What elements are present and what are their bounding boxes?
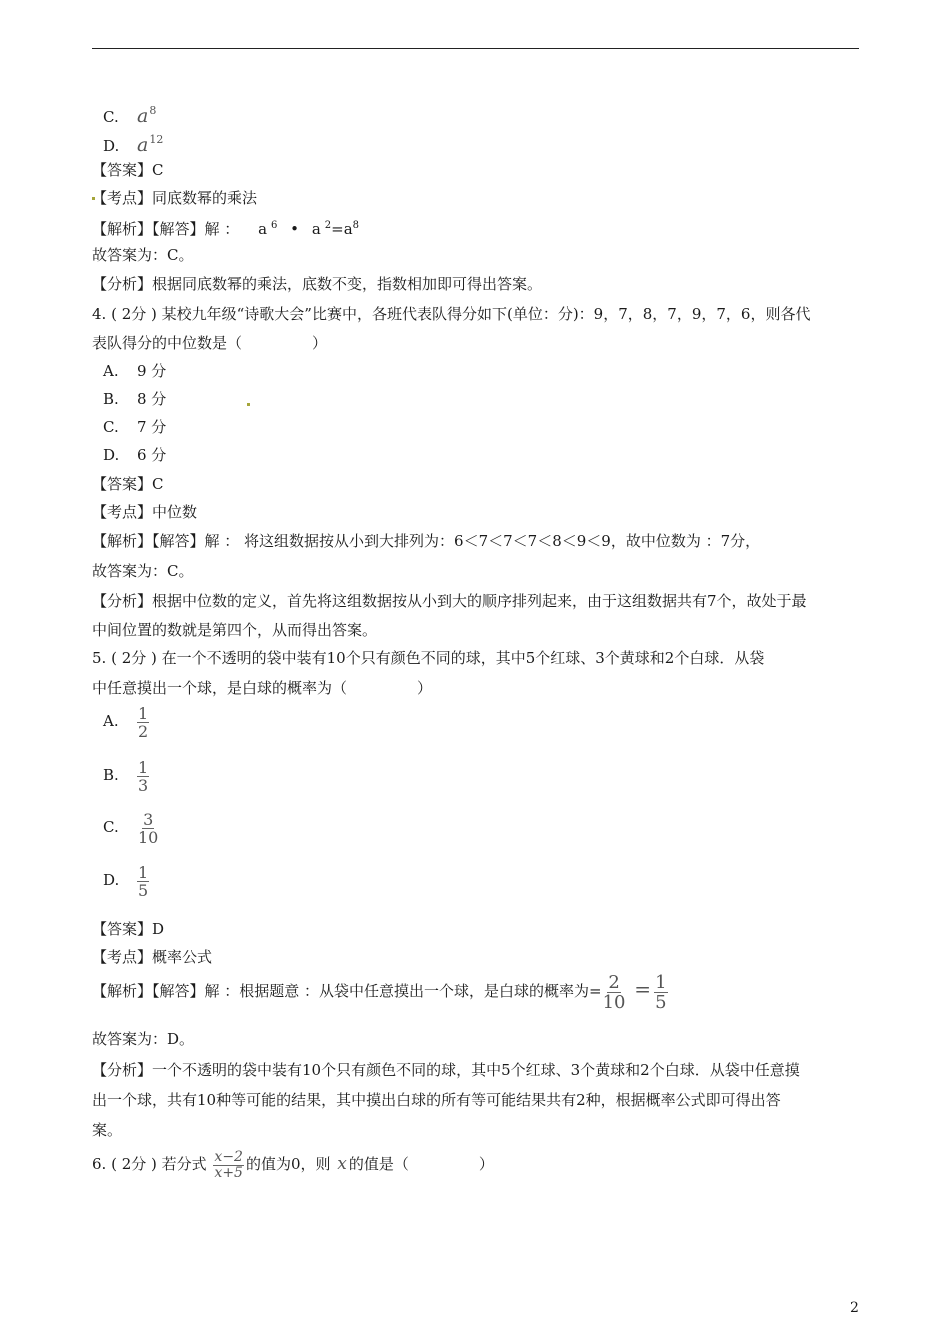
q5-answer: 【答案】D bbox=[92, 920, 165, 938]
q5-fenxi-line2: 出一个球，共有10种等可能的结果，其中摸出白球的所有等可能结果共有2种，根据概率公式即可得出答 bbox=[92, 1091, 781, 1109]
q4-conclusion: 故答案为：C。 bbox=[92, 562, 194, 580]
fraction: $\frac{1}{5}$ bbox=[138, 862, 149, 900]
q5-jiexi: 【解析】【解答】解 ：根据题意 ：从袋中任意摸出一个球，是白球的概率为= $\frac{2}{10}$ = $\frac{1}{5}$ bbox=[92, 971, 667, 1013]
decor-dot bbox=[247, 403, 250, 406]
q4-kaodian: 【考点】中位数 bbox=[92, 503, 198, 521]
q4-option-c: C. 7 分 bbox=[103, 418, 167, 436]
q4-fenxi-line1: 【分析】根据中位数的定义，首先将这组数据按从小到大的顺序排列起来，由于这组数据共有7个，故处于最 bbox=[92, 592, 807, 610]
q5-option-a: A. $\frac{1}{2}$ bbox=[103, 703, 149, 741]
q5-option-b: B. $\frac{1}{3}$ bbox=[103, 757, 149, 795]
q3-option-d bbox=[103, 130, 163, 156]
fraction: $\frac{1}{5}$ bbox=[655, 971, 667, 1013]
option-label: C. bbox=[103, 108, 119, 126]
fraction: $\frac{3}{10}$ bbox=[138, 809, 159, 847]
q5-stem-line1: 5. ( 2分 ) 在一个不透明的袋中装有10个只有颜色不同的球，其中5个红球、3个黄球和2个白球．从袋 bbox=[92, 649, 765, 667]
q5-option-c: C. $\frac{3}{10}$ bbox=[103, 809, 159, 847]
q5-option-d: D. $\frac{1}{5}$ bbox=[103, 862, 149, 900]
q4-fenxi-line2: 中间位置的数就是第四个，从而得出答案。 bbox=[92, 621, 378, 639]
q4-answer: 【答案】C bbox=[92, 475, 164, 493]
q4-option-a: A. 9 分 bbox=[103, 362, 167, 380]
page-number: 2 bbox=[850, 1300, 859, 1316]
q6-stem: 6. ( 2分 ) 若分式 $\frac{x-2}{x+5}$ 的值为0，则 x 的值是（ ） bbox=[92, 1148, 494, 1181]
q3-answer: 【答案】C bbox=[92, 161, 164, 179]
header-rule bbox=[92, 48, 859, 49]
q4-option-d: D. 6 分 bbox=[103, 446, 167, 464]
q3-fenxi: 【分析】根据同底数幂的乘法，底数不变，指数相加即可得出答案。 bbox=[92, 275, 543, 293]
q3-conclusion: 故答案为：C。 bbox=[92, 246, 194, 264]
q4-jiexi: 【解析】【解答】解 ： 将这组数据按从小到大排列为：6＜7＜7＜7＜8＜9＜9，故中位数为 ：7分， bbox=[92, 532, 761, 550]
power-expression: $a^{12}$ bbox=[137, 133, 164, 156]
q4-stem-line1: 4. ( 2分 ) 某校九年级“诗歌大会”比赛中，各班代表队得分如下(单位：分)：9，7，8，7，9，7，6，则各代 bbox=[92, 305, 811, 323]
fraction: $\frac{2}{10}$ bbox=[602, 971, 626, 1013]
fraction: $\frac{1}{2}$ bbox=[138, 703, 149, 741]
q4-stem-line2: 表队得分的中位数是（ ） bbox=[92, 334, 328, 352]
q5-stem-line2: 中任意摸出一个球，是白球的概率为（ ） bbox=[92, 679, 433, 697]
fraction: $\frac{x-2}{x+5}$ bbox=[214, 1148, 243, 1181]
q5-conclusion: 故答案为：D。 bbox=[92, 1030, 195, 1048]
q3-jiexi: 【解析】【解答】解 ： a $^6$ • a $^2=a^8$ bbox=[92, 220, 360, 238]
fraction: $\frac{1}{3}$ bbox=[138, 757, 149, 795]
q3-option-c bbox=[103, 101, 156, 127]
q3-kaodian: 【考点】同底数幂的乘法 bbox=[92, 189, 258, 207]
q5-fenxi-line1: 【分析】一个不透明的袋中装有10个只有颜色不同的球，其中5个红球、3个黄球和2个白球．从袋中任意摸 bbox=[92, 1061, 800, 1079]
q5-fenxi-line3: 案。 bbox=[92, 1121, 123, 1139]
q5-kaodian: 【考点】概率公式 bbox=[92, 948, 213, 966]
q4-option-b: B. 8 分 bbox=[103, 390, 167, 408]
power-expression: $a^8$ bbox=[137, 104, 157, 127]
variable: x bbox=[337, 1154, 347, 1174]
option-label: D. bbox=[103, 137, 120, 155]
